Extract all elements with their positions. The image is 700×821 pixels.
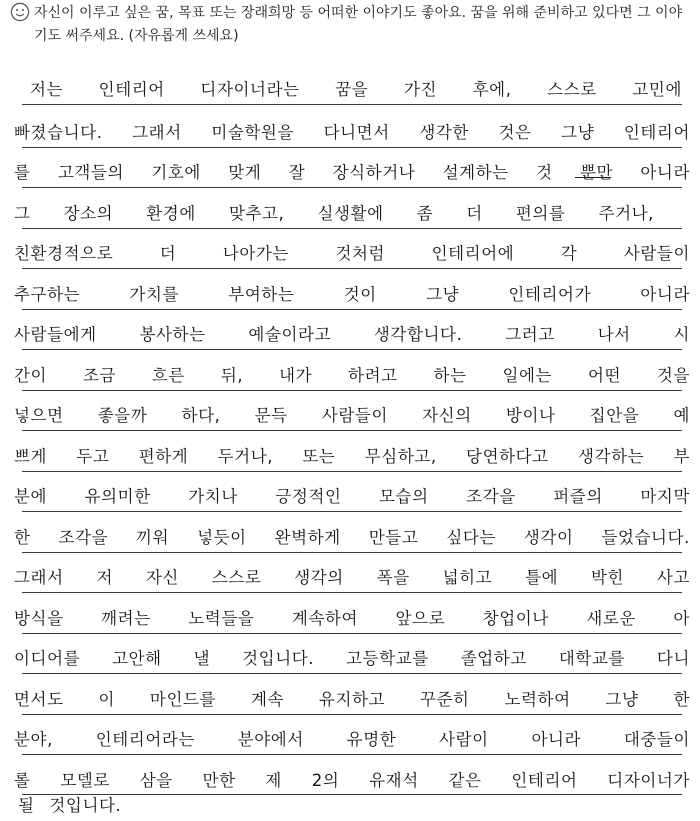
essay-line: 될 것입니다. [18,796,122,815]
ruled-line [22,104,682,105]
ruled-line [22,471,682,472]
ruled-line [22,268,682,269]
ruled-line [22,511,682,512]
essay-line: 를 고객들의 기호에 맞게 잘 장식하거나 설계하는 것 뿐만 아니라 [14,163,690,182]
essay-line: 빠졌습니다. 그래서 미술학원을 다니면서 생각한 것은 그냥 인테리어 [14,123,690,142]
essay-line: 저는 인테리어 디자이너라는 꿈을 가진 후에, 스스로 고민에 [30,80,682,99]
ruled-line [22,187,682,188]
essay-line: 쁘게 두고 편하게 두거나, 또는 무심하고, 당연하다고 생각하는 부 [14,447,690,466]
essay-line: 분에 유의미한 가치나 긍정적인 모습의 조각을 퍼즐의 마지막 [14,487,690,506]
essay-line: 넣으면 좋을까 하다, 문득 사람들이 자신의 방이나 집안을 예 [14,406,690,425]
ruled-line [22,147,682,148]
ruled-line [22,430,682,431]
ruled-line [22,552,682,553]
ruled-line [22,349,682,350]
essay-line: 친환경적으로 더 나아가는 것처럼 인테리어에 각 사람들이 [14,244,690,263]
essay-line: 롤 모델로 삼을 만한 제 2의 유재석 같은 인테리어 디자이너가 [14,771,690,790]
essay-line: 추구하는 가치를 부여하는 것이 그냥 인테리어가 아니라 [14,285,690,304]
ruled-line [22,754,682,755]
ruled-line [22,592,682,593]
essay-line: 그 장소의 환경에 맞추고, 실생활에 좀 더 편의를 주거나, [14,204,654,223]
essay-line: 이디어를 고안해 낼 것입니다. 고등학교를 졸업하고 대학교를 다니 [14,649,690,668]
essay-line: 방식을 깨려는 노력들을 계속하여 앞으로 창업이나 새로운 아 [14,609,690,628]
ruled-line [22,309,682,310]
essay-line: 한 조각을 끼워 넣듯이 완벽하게 만들고 싶다는 생각이 들었습니다. [14,528,690,547]
prompt-text: 자신이 이루고 싶은 꿈, 목표 또는 장래희망 등 어떠한 이야기도 좋아요. 꿈을 위해 준비하고 있다면 그 이야기도 써주세요. (자유롭게 쓰세요) [34,5,683,44]
essay-line: 분야, 인테리어라는 분야에서 유명한 사람이 아니라 대중들이 [14,730,690,749]
essay-line: 그래서 저 자신 스스로 생각의 폭을 넓히고 틀에 박힌 사고 [14,568,690,587]
essay-line: 사람들에게 봉사하는 예술이라고 생각합니다. 그러고 나서 시 [14,325,690,344]
ruled-line [22,390,682,391]
ruled-line [22,633,682,634]
ruled-line [22,228,682,229]
essay-line: 간이 조금 흐른 뒤, 내가 하려고 하는 일에는 어떤 것을 [14,366,690,385]
ruled-line [22,673,682,674]
ruled-line [22,714,682,715]
essay-line: 면서도 이 마인드를 계속 유지하고 꾸준히 노력하여 그냥 한 [14,690,690,709]
strikethrough-mark [575,177,611,178]
